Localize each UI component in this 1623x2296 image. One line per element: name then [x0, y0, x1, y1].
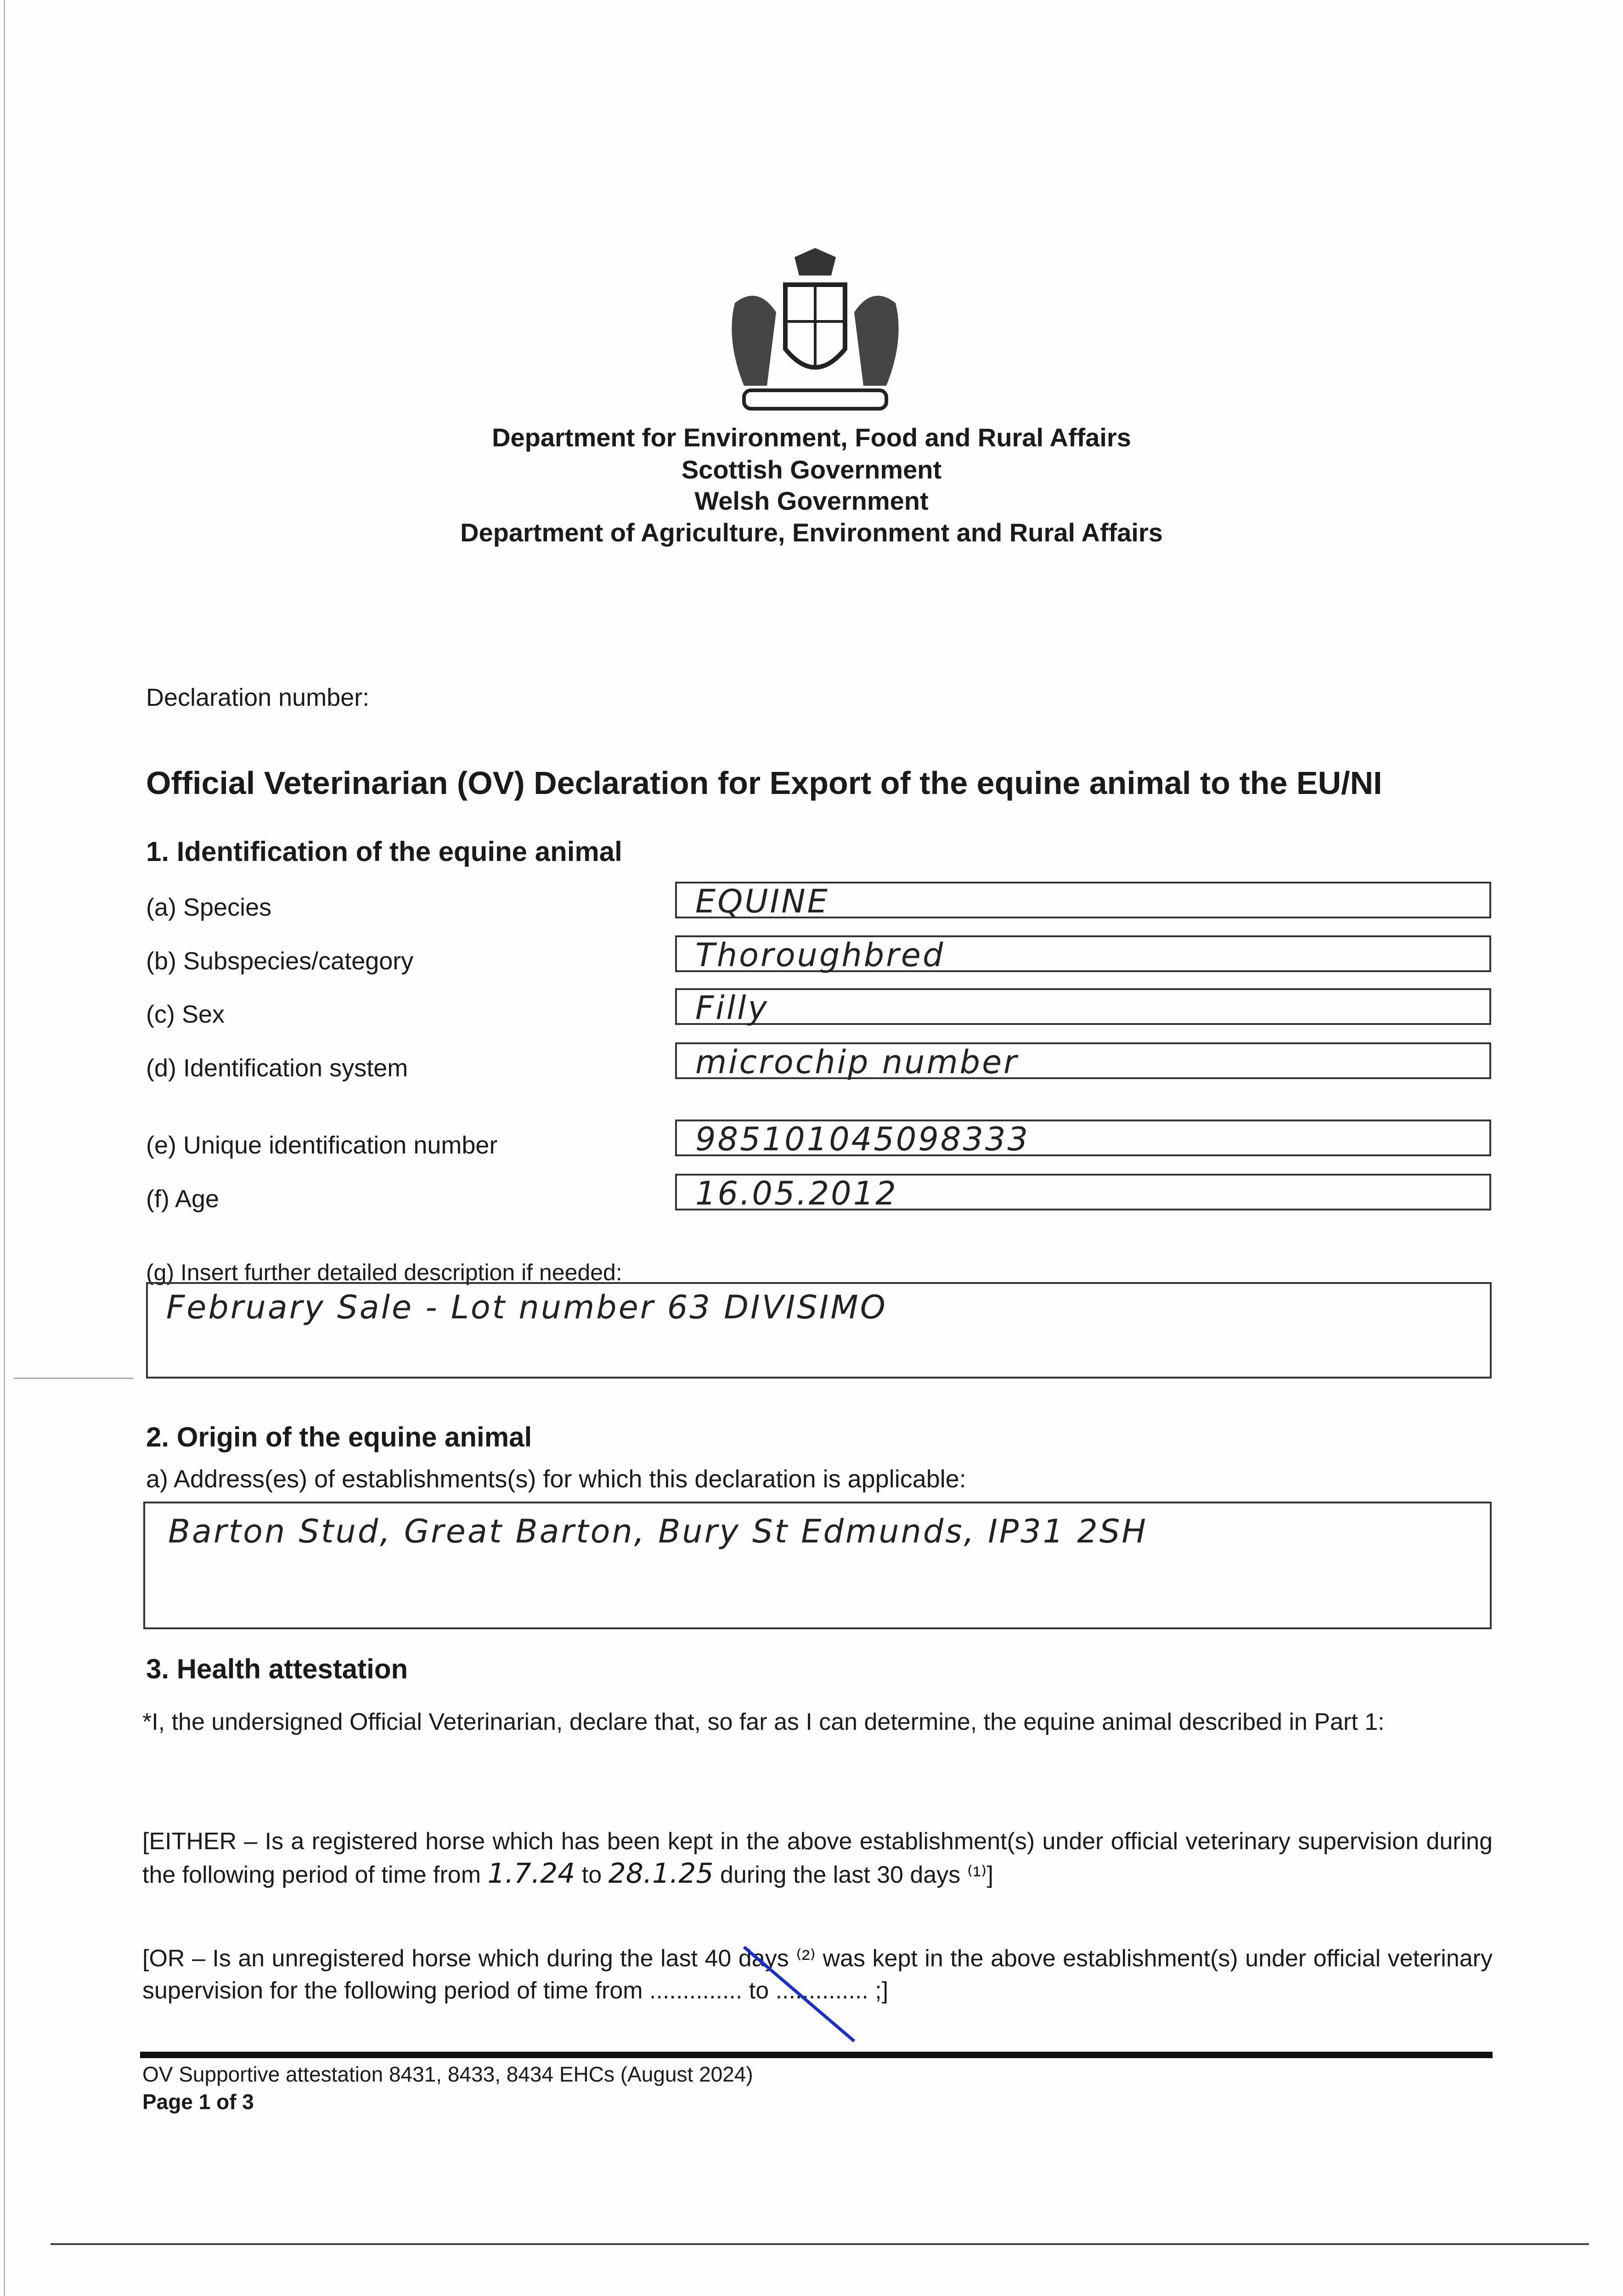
footer-rule — [140, 2052, 1493, 2058]
royal-crest-icon — [716, 248, 914, 418]
id-system-field[interactable]: microchip number — [675, 1042, 1491, 1079]
section1-heading: 1. Identification of the equine animal — [146, 836, 622, 867]
field-label: (f) Age — [146, 1185, 220, 1213]
unique-id-field[interactable]: 985101045098333 — [675, 1120, 1491, 1156]
subspecies-field[interactable]: Thoroughbred — [675, 935, 1491, 972]
dept-line: Scottish Government — [681, 455, 942, 484]
age-field[interactable]: 16.05.2012 — [675, 1174, 1491, 1210]
field-label: (b) Subspecies/category — [146, 947, 414, 975]
field-label: (c) Sex — [146, 1001, 225, 1028]
attestation-or: [OR – Is an unregistered horse which during the last 40 days ⁽²⁾ was kept in the above establishment(s) under official veterinary supervision for the following period of time from .............. to .............. ;] — [142, 1945, 1493, 2004]
species-field[interactable]: EQUINE — [675, 882, 1491, 918]
footer-attestation: OV Supportive attestation 8431, 8433, 8434 EHCs (August 2024) — [142, 2062, 753, 2086]
page-title: Official Veterinarian (OV) Declaration for Export of the equine animal to the EU/NI — [146, 765, 1382, 801]
page-number: Page 1 of 3 — [142, 2090, 254, 2114]
field-label: (e) Unique identification number — [146, 1131, 498, 1159]
dept-line: Department for Environment, Food and Rural Affairs — [492, 423, 1131, 452]
dept-line: Welsh Government — [694, 486, 929, 515]
scan-edge — [4, 0, 5, 2296]
from-date: 1.7.24 — [487, 1857, 575, 1890]
further-description-label: (g) Insert further detailed description if needed: — [146, 1260, 622, 1285]
declaration-number-label: Declaration number: — [146, 684, 370, 711]
to-date: 28.1.25 — [608, 1857, 714, 1890]
further-description-field[interactable]: February Sale - Lot number 63 DIVISIMO — [146, 1282, 1492, 1379]
field-label: (a) Species — [146, 894, 272, 921]
attestation-either: [EITHER – Is a registered horse which has been kept in the above establishment(s) under official veterinary supervision during the following period of time from 1.7.24 to 28.1.25 during the last 30 days ⁽¹⁾] — [142, 1828, 1493, 1890]
sex-field[interactable]: Filly — [675, 988, 1491, 1025]
strike-through-mark — [735, 1942, 863, 2048]
address-label: a) Address(es) of establishments(s) for which this declaration is applicable: — [146, 1465, 966, 1493]
scan-mark — [14, 1378, 133, 1379]
address-field[interactable]: Barton Stud, Great Barton, Bury St Edmunds, IP31 2SH — [143, 1502, 1492, 1629]
section2-heading: 2. Origin of the equine animal — [146, 1422, 532, 1452]
field-label: (d) Identification system — [146, 1054, 408, 1082]
section3-heading: 3. Health attestation — [146, 1654, 408, 1684]
bottom-line — [51, 2243, 1589, 2245]
attestation-intro: *I, the undersigned Official Veterinarian, declare that, so far as I can determine, the equine animal described in Part 1: — [142, 1709, 1385, 1735]
dept-line: Department of Agriculture, Environment and Rural Affairs — [460, 518, 1163, 547]
